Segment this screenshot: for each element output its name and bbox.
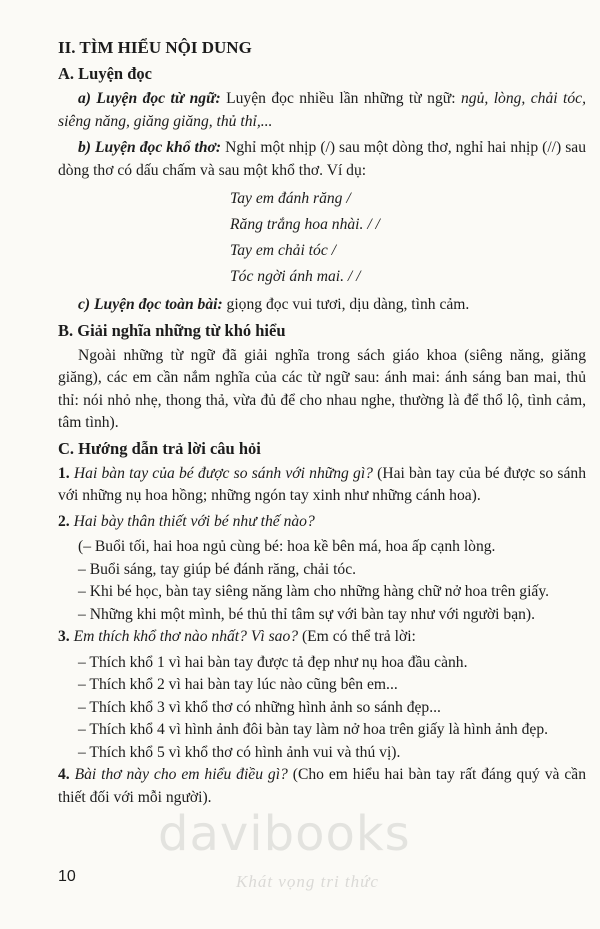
paragraph-luyen-doc-kho-tho: b) Luyện đọc khổ thơ: Nghỉ một nhịp (/) sau một dòng thơ, nghỉ hai nhịp (//) sau dòng thơ có dấu chấm và sau một khổ thơ. Ví dụ: (58, 139, 586, 179)
answer-line: – Khi bé học, bàn tay siêng năng làm cho những hàng chữ nở hoa trên giấy. (78, 583, 550, 600)
paragraph-luyen-doc-tu-ngu: a) Luyện đọc từ ngữ: Luyện đọc nhiều lần những từ ngữ: ngủ, lòng, chải tóc, siêng năng, giăng giăng, thủ thỉ,... (58, 90, 586, 130)
question-4: 4. Bài thơ này cho em hiểu điều gì? (Cho em hiểu hai bàn tay rất đáng quý và cần thiết đối với mỗi người). (58, 766, 586, 806)
label-luyen-doc-kho-tho: b) Luyện đọc khổ thơ: (78, 139, 222, 156)
poem-line: Tóc ngời ánh mai. / / (230, 268, 361, 285)
question-2: 2. Hai bày thân thiết với bé như thế nào? (58, 512, 315, 530)
poem-line: Tay em chải tóc / (230, 242, 336, 259)
paragraph-giai-nghia: Ngoài những từ ngữ đã giải nghĩa trong sách giáo khoa (siêng năng, giăng giăng), các em cần nắm nghĩa của các từ ngữ sau: ánh mai: ánh sáng ban mai, thủ thỉ: nói nhỏ nhẹ, thong thả, vừa đủ để cho nhau nghe, thường là để thổ lộ, tình cảm, tâm tình). (58, 346, 586, 431)
paragraph-luyen-doc-toan-bai: c) Luyện đọc toàn bài: giọng đọc vui tươi, dịu dàng, tình cảm. (78, 296, 470, 313)
heading-giai-nghia: B. Giải nghĩa những từ khó hiểu (58, 320, 286, 340)
poem-line: Răng trắng hoa nhài. / / (230, 216, 380, 233)
answer-line: – Thích khổ 1 vì hai bàn tay được tả đẹp như nụ hoa đầu cành. (78, 653, 468, 671)
answer-line: – Buổi sáng, tay giúp bé đánh răng, chải tóc. (78, 560, 357, 578)
heading-huong-dan: C. Hướng dẫn trả lời câu hỏi (58, 438, 261, 458)
label-luyen-doc-toan-bai: c) Luyện đọc toàn bài: (78, 296, 223, 313)
question-3: 3. Em thích khổ thơ nào nhất? Vì sao? (Em có thể trả lời: (58, 628, 416, 645)
answer-line: – Thích khổ 5 vì khổ thơ có hình ảnh vui và thú vị). (78, 743, 401, 761)
label-luyen-doc-tu-ngu: a) Luyện đọc từ ngữ: (78, 90, 221, 107)
section-title: II. TÌM HIỂU NỘI DUNG (58, 38, 252, 57)
answer-line: – Thích khổ 4 vì hình ảnh đôi bàn tay làm nở hoa trên giấy là hình ảnh đẹp. (78, 721, 549, 738)
page-number: 10 (58, 868, 76, 885)
heading-luyen-doc: A. Luyện đọc (58, 64, 152, 83)
answer-line: – Những khi một mình, bé thủ thỉ tâm sự với bàn tay như với người bạn). (78, 605, 536, 623)
poem-line: Tay em đánh răng / (230, 190, 351, 207)
question-1: 1. Hai bàn tay của bé được so sánh với những gì? (Hai bàn tay của bé được so sánh với những nụ hoa hồng; những ngón tay xinh như những cánh hoa). (58, 464, 587, 504)
answer-line: – Thích khổ 2 vì hai bàn tay lúc nào cũng bên em... (78, 676, 398, 693)
document-page (58, 38, 586, 812)
watermark-tagline: Khát vọng tri thức (236, 872, 379, 891)
poem-excerpt (230, 186, 586, 290)
answer-line: – Thích khổ 3 vì khổ thơ có những hình ảnh so sánh đẹp... (78, 698, 441, 716)
watermark-logo: davibooks (158, 806, 411, 862)
answer-line: (– Buổi tối, hai hoa ngủ cùng bé: hoa kề bên má, hoa ấp cạnh lòng. (78, 538, 496, 555)
